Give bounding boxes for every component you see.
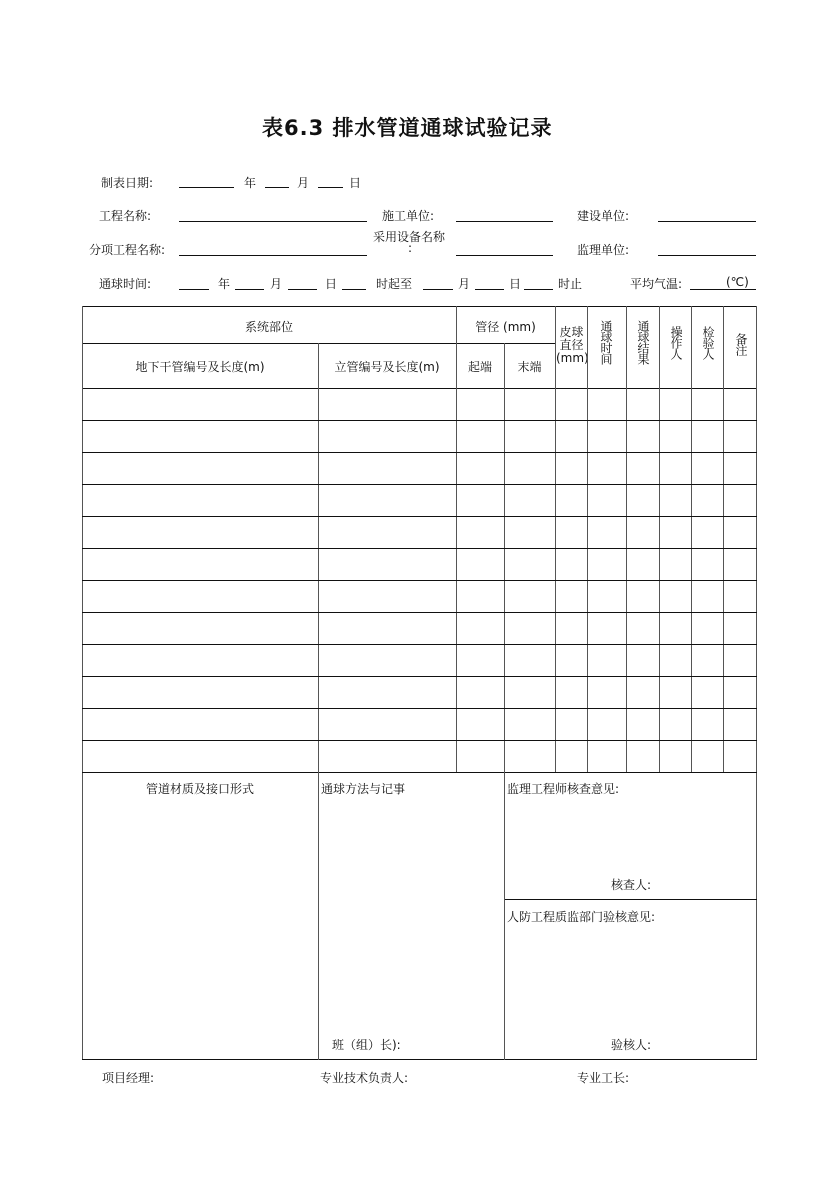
table-cell-riser[interactable] bbox=[320, 550, 455, 579]
table-cell-ball-diameter[interactable] bbox=[557, 678, 586, 707]
table-cell-operator[interactable] bbox=[661, 678, 690, 707]
builder-unit-label: 建设单位: bbox=[577, 209, 630, 223]
time-end-day-unit: 日 bbox=[509, 277, 522, 291]
table-cell-end[interactable] bbox=[506, 582, 554, 611]
civil-defense-opinion-label: 人防工程质监部门验核意见: bbox=[507, 910, 656, 924]
table-cell-ball-diameter[interactable] bbox=[557, 422, 586, 451]
table-cell-inspector[interactable] bbox=[693, 422, 722, 451]
table-cell-ball-diameter[interactable] bbox=[557, 614, 586, 643]
col-remarks-header: 备注 bbox=[734, 333, 748, 355]
opinion-split-line bbox=[504, 899, 757, 900]
table-cell-main-pipe[interactable] bbox=[84, 710, 317, 739]
table-cell-inspector[interactable] bbox=[693, 614, 722, 643]
table-cell-ball-diameter[interactable] bbox=[557, 518, 586, 547]
table-cell-pass-result[interactable] bbox=[628, 582, 658, 611]
table-cell-operator[interactable] bbox=[661, 454, 690, 483]
row-divider bbox=[82, 548, 757, 549]
table-cell-pass-time[interactable] bbox=[589, 390, 625, 419]
time-label: 通球时间: bbox=[99, 277, 152, 291]
column-divider bbox=[456, 306, 457, 772]
table-cell-inspector[interactable] bbox=[693, 678, 722, 707]
table-cell-pass-time[interactable] bbox=[589, 454, 625, 483]
time-day-field[interactable] bbox=[288, 289, 317, 290]
row-divider bbox=[82, 740, 757, 741]
table-cell-operator[interactable] bbox=[661, 582, 690, 611]
tech-lead-label: 专业技术负责人: bbox=[320, 1071, 409, 1085]
date-month-field[interactable] bbox=[265, 187, 289, 188]
checker-label: 核查人: bbox=[611, 878, 652, 892]
table-cell-pass-time[interactable] bbox=[589, 710, 625, 739]
table-cell-start[interactable] bbox=[458, 390, 503, 419]
group-system-header: 系统部位 bbox=[244, 320, 293, 334]
column-divider bbox=[587, 306, 588, 772]
avg-temp-label: 平均气温: bbox=[630, 277, 683, 291]
table-cell-riser[interactable] bbox=[320, 454, 455, 483]
table-cell-ball-diameter[interactable] bbox=[557, 486, 586, 515]
table-cell-remarks[interactable] bbox=[725, 486, 755, 515]
table-cell-inspector[interactable] bbox=[693, 454, 722, 483]
sub-project-field[interactable] bbox=[179, 255, 367, 256]
column-divider bbox=[555, 306, 556, 772]
col-main-pipe-header: 地下干管编号及长度(m) bbox=[135, 360, 265, 374]
col-pass-result-header: 通球结果 bbox=[636, 320, 650, 364]
column-divider bbox=[691, 306, 692, 772]
table-cell-pass-time[interactable] bbox=[589, 518, 625, 547]
table-cell-end[interactable] bbox=[506, 710, 554, 739]
table-cell-riser[interactable] bbox=[320, 422, 455, 451]
table-cell-main-pipe[interactable] bbox=[84, 678, 317, 707]
table-cell-start[interactable] bbox=[458, 518, 503, 547]
supervisor-opinion-field[interactable] bbox=[506, 800, 754, 870]
table-cell-remarks[interactable] bbox=[725, 742, 755, 771]
project-name-field[interactable] bbox=[179, 221, 367, 222]
builder-unit-field[interactable] bbox=[658, 221, 756, 222]
supervisor-unit-label: 监理单位: bbox=[577, 243, 630, 257]
table-cell-remarks[interactable] bbox=[725, 422, 755, 451]
table-cell-pass-result[interactable] bbox=[628, 390, 658, 419]
time-hour-start-field[interactable] bbox=[342, 289, 366, 290]
table-cell-main-pipe[interactable] bbox=[84, 486, 317, 515]
table-cell-main-pipe[interactable] bbox=[84, 390, 317, 419]
column-divider bbox=[659, 306, 660, 772]
date-day-field[interactable] bbox=[318, 187, 343, 188]
table-cell-start[interactable] bbox=[458, 742, 503, 771]
construction-unit-field[interactable] bbox=[456, 221, 553, 222]
avg-temp-field[interactable] bbox=[690, 289, 756, 290]
col-pass-time-header: 通球时间 bbox=[599, 320, 613, 364]
foreman-label: 专业工长: bbox=[577, 1071, 630, 1085]
column-divider bbox=[626, 306, 627, 772]
material-field[interactable] bbox=[84, 800, 316, 1056]
table-top-border bbox=[82, 306, 757, 307]
bottom-divider-1 bbox=[318, 772, 319, 1060]
row-divider bbox=[82, 676, 757, 677]
table-cell-inspector[interactable] bbox=[693, 646, 722, 675]
method-label: 通球方法与记事 bbox=[321, 782, 406, 796]
table-cell-riser[interactable] bbox=[320, 518, 455, 547]
year-unit: 年 bbox=[244, 176, 257, 190]
verifier-label: 验核人: bbox=[611, 1038, 652, 1052]
table-cell-riser[interactable] bbox=[320, 678, 455, 707]
table-cell-end[interactable] bbox=[506, 678, 554, 707]
table-cell-remarks[interactable] bbox=[725, 614, 755, 643]
table-cell-remarks[interactable] bbox=[725, 646, 755, 675]
table-cell-end[interactable] bbox=[506, 614, 554, 643]
col-end-header: 末端 bbox=[517, 360, 542, 374]
method-field[interactable] bbox=[320, 800, 502, 1020]
table-cell-start[interactable] bbox=[458, 582, 503, 611]
table-cell-end[interactable] bbox=[506, 422, 554, 451]
supervisor-opinion-label: 监理工程师核查意见: bbox=[507, 782, 620, 796]
table-cell-inspector[interactable] bbox=[693, 582, 722, 611]
date-year-field[interactable] bbox=[179, 187, 234, 188]
group-diameter-header: 管径 (mm) bbox=[475, 320, 536, 334]
time-to-label: 时止 bbox=[558, 277, 583, 291]
table-cell-pass-time[interactable] bbox=[589, 614, 625, 643]
table-cell-riser[interactable] bbox=[320, 390, 455, 419]
bottom-divider-2 bbox=[504, 772, 505, 1060]
table-cell-operator[interactable] bbox=[661, 614, 690, 643]
row-divider bbox=[82, 580, 757, 581]
header-bottom-line bbox=[82, 388, 757, 389]
col-operator-header: 操作人 bbox=[669, 326, 683, 359]
table-cell-pass-result[interactable] bbox=[628, 678, 658, 707]
day-unit: 日 bbox=[349, 176, 362, 190]
time-end-month-field[interactable] bbox=[423, 289, 453, 290]
table-cell-start[interactable] bbox=[458, 550, 503, 579]
table-cell-pass-result[interactable] bbox=[628, 486, 658, 515]
table-cell-inspector[interactable] bbox=[693, 518, 722, 547]
time-end-hour-field[interactable] bbox=[524, 289, 553, 290]
team-leader-label: 班（组）长): bbox=[332, 1038, 401, 1052]
sub-project-label: 分项工程名称: bbox=[89, 243, 166, 257]
table-cell-main-pipe[interactable] bbox=[84, 614, 317, 643]
table-bottom-border bbox=[82, 1059, 757, 1060]
time-end-month-unit: 月 bbox=[458, 277, 471, 291]
table-cell-end[interactable] bbox=[506, 518, 554, 547]
table-cell-riser[interactable] bbox=[320, 742, 455, 771]
row-divider bbox=[82, 612, 757, 613]
row-divider bbox=[82, 452, 757, 453]
table-cell-inspector[interactable] bbox=[693, 742, 722, 771]
row-divider bbox=[82, 708, 757, 709]
table-cell-operator[interactable] bbox=[661, 646, 690, 675]
table-cell-main-pipe[interactable] bbox=[84, 742, 317, 771]
page-title: 表6.3 排水管道通球试验记录 bbox=[262, 116, 553, 140]
date-label: 制表日期: bbox=[101, 176, 154, 190]
table-cell-pass-result[interactable] bbox=[628, 454, 658, 483]
table-cell-ball-diameter[interactable] bbox=[557, 646, 586, 675]
column-divider bbox=[723, 306, 724, 772]
table-cell-end[interactable] bbox=[506, 550, 554, 579]
table-cell-riser[interactable] bbox=[320, 710, 455, 739]
table-cell-inspector[interactable] bbox=[693, 390, 722, 419]
table-cell-start[interactable] bbox=[458, 614, 503, 643]
table-cell-pass-result[interactable] bbox=[628, 550, 658, 579]
table-cell-operator[interactable] bbox=[661, 390, 690, 419]
table-cell-inspector[interactable] bbox=[693, 550, 722, 579]
table-cell-start[interactable] bbox=[458, 422, 503, 451]
row-divider bbox=[82, 420, 757, 421]
table-cell-pass-time[interactable] bbox=[589, 550, 625, 579]
table-cell-main-pipe[interactable] bbox=[84, 646, 317, 675]
table-cell-ball-diameter[interactable] bbox=[557, 390, 586, 419]
project-manager-label: 项目经理: bbox=[102, 1071, 155, 1085]
table-cell-end[interactable] bbox=[506, 646, 554, 675]
table-cell-pass-time[interactable] bbox=[589, 582, 625, 611]
time-year-field[interactable] bbox=[179, 289, 209, 290]
time-day-unit: 日 bbox=[325, 277, 338, 291]
table-cell-start[interactable] bbox=[458, 710, 503, 739]
table-cell-main-pipe[interactable] bbox=[84, 518, 317, 547]
project-name-label: 工程名称: bbox=[99, 209, 152, 223]
table-cell-main-pipe[interactable] bbox=[84, 422, 317, 451]
col-ball-diameter-header: 皮球直径(mm) bbox=[556, 325, 589, 365]
table-cell-pass-time[interactable] bbox=[589, 678, 625, 707]
table-cell-remarks[interactable] bbox=[725, 518, 755, 547]
col-riser-header: 立管编号及长度(m) bbox=[334, 360, 440, 374]
table-cell-pass-time[interactable] bbox=[589, 486, 625, 515]
table-cell-operator[interactable] bbox=[661, 422, 690, 451]
row-divider bbox=[82, 484, 757, 485]
table-cell-pass-time[interactable] bbox=[589, 742, 625, 771]
table-cell-start[interactable] bbox=[458, 678, 503, 707]
table-cell-main-pipe[interactable] bbox=[84, 582, 317, 611]
equipment-label-colon: : bbox=[408, 241, 413, 255]
table-cell-riser[interactable] bbox=[320, 614, 455, 643]
table-cell-remarks[interactable] bbox=[725, 390, 755, 419]
row-divider bbox=[82, 644, 757, 645]
table-cell-operator[interactable] bbox=[661, 518, 690, 547]
table-cell-riser[interactable] bbox=[320, 646, 455, 675]
table-cell-main-pipe[interactable] bbox=[84, 550, 317, 579]
bottom-section-top-line bbox=[82, 772, 757, 773]
supervisor-unit-field[interactable] bbox=[658, 255, 756, 256]
table-cell-remarks[interactable] bbox=[725, 550, 755, 579]
time-year-unit: 年 bbox=[218, 277, 231, 291]
table-cell-operator[interactable] bbox=[661, 550, 690, 579]
row-divider bbox=[82, 516, 757, 517]
table-cell-operator[interactable] bbox=[661, 486, 690, 515]
table-cell-pass-result[interactable] bbox=[628, 518, 658, 547]
table-cell-riser[interactable] bbox=[320, 486, 455, 515]
table-cell-remarks[interactable] bbox=[725, 710, 755, 739]
table-cell-pass-result[interactable] bbox=[628, 422, 658, 451]
temp-unit: (℃) bbox=[726, 275, 749, 289]
table-cell-remarks[interactable] bbox=[725, 454, 755, 483]
table-cell-start[interactable] bbox=[458, 454, 503, 483]
time-from-label: 时起至 bbox=[376, 277, 413, 291]
table-cell-end[interactable] bbox=[506, 742, 554, 771]
table-cell-riser[interactable] bbox=[320, 582, 455, 611]
table-cell-end[interactable] bbox=[506, 486, 554, 515]
table-cell-main-pipe[interactable] bbox=[84, 454, 317, 483]
table-cell-inspector[interactable] bbox=[693, 710, 722, 739]
col-start-header: 起端 bbox=[467, 360, 492, 374]
table-cell-ball-diameter[interactable] bbox=[557, 454, 586, 483]
table-cell-end[interactable] bbox=[506, 390, 554, 419]
table-cell-ball-diameter[interactable] bbox=[557, 582, 586, 611]
construction-unit-label: 施工单位: bbox=[382, 209, 435, 223]
table-cell-pass-result[interactable] bbox=[628, 646, 658, 675]
table-cell-pass-time[interactable] bbox=[589, 422, 625, 451]
table-cell-pass-result[interactable] bbox=[628, 710, 658, 739]
time-month-unit: 月 bbox=[270, 277, 283, 291]
month-unit: 月 bbox=[297, 176, 310, 190]
equipment-label: 采用设备名称 bbox=[373, 230, 446, 244]
table-cell-ball-diameter[interactable] bbox=[557, 742, 586, 771]
table-cell-end[interactable] bbox=[506, 454, 554, 483]
table-cell-pass-result[interactable] bbox=[628, 742, 658, 771]
equipment-field[interactable] bbox=[456, 255, 553, 256]
table-cell-operator[interactable] bbox=[661, 710, 690, 739]
table-cell-pass-time[interactable] bbox=[589, 646, 625, 675]
col-inspector-header: 检验人 bbox=[701, 326, 715, 359]
time-month-field[interactable] bbox=[235, 289, 264, 290]
table-cell-remarks[interactable] bbox=[725, 582, 755, 611]
civil-defense-opinion-field[interactable] bbox=[506, 928, 754, 1028]
table-cell-inspector[interactable] bbox=[693, 486, 722, 515]
table-cell-operator[interactable] bbox=[661, 742, 690, 771]
table-cell-pass-result[interactable] bbox=[628, 614, 658, 643]
table-cell-ball-diameter[interactable] bbox=[557, 710, 586, 739]
table-cell-remarks[interactable] bbox=[725, 678, 755, 707]
material-label: 管道材质及接口形式 bbox=[145, 782, 254, 796]
table-cell-start[interactable] bbox=[458, 486, 503, 515]
time-end-day-field[interactable] bbox=[475, 289, 504, 290]
table-cell-start[interactable] bbox=[458, 646, 503, 675]
table-cell-ball-diameter[interactable] bbox=[557, 550, 586, 579]
